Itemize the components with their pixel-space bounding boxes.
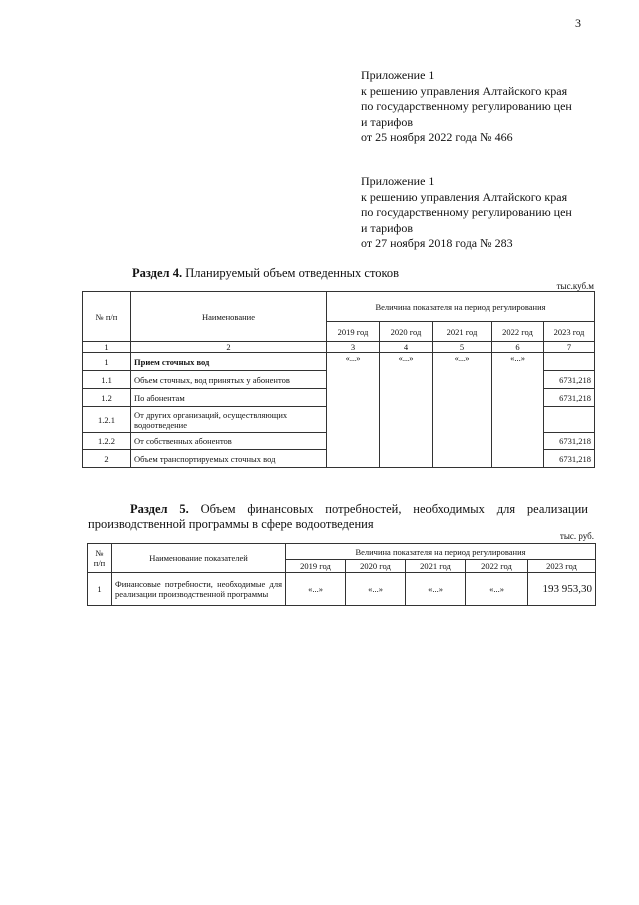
- appendix-line: Приложение 1: [361, 174, 435, 188]
- col-number: 7: [544, 342, 595, 353]
- header-year: 2021 год: [406, 560, 466, 573]
- header-num: № п/п: [88, 544, 112, 573]
- col-number: 6: [492, 342, 544, 353]
- value-2023: 6731,218: [544, 433, 595, 450]
- column-number-row: [83, 342, 595, 353]
- header-year: 2023 год: [544, 322, 595, 342]
- page-number: 3: [575, 16, 581, 30]
- appendix-line: к решению управления Алтайского края: [361, 189, 568, 204]
- value-2023: 6731,218: [544, 371, 595, 389]
- header-year: 2019 год: [327, 322, 380, 342]
- section5-table: [87, 543, 596, 606]
- row-num: 1.2.1: [83, 407, 131, 433]
- col-number: 1: [83, 342, 131, 353]
- table-row: [83, 353, 595, 371]
- col-number: 2: [131, 342, 327, 353]
- row-num: 1.2: [83, 389, 131, 407]
- section5-unit: тыс. руб.: [559, 531, 594, 541]
- section4-unit: тыс.куб.м: [556, 281, 594, 291]
- section4-table: [82, 291, 595, 468]
- header-year: 2021 год: [433, 322, 492, 342]
- value-2023: 6731,218: [544, 450, 595, 468]
- row-name: Прием сточных вод: [131, 353, 327, 371]
- appendix-line: к решению управления Алтайского края: [361, 83, 568, 98]
- row-name: Объем сточных, вод принятых у абонентов: [131, 371, 327, 389]
- appendix-line: Приложение 1: [361, 68, 435, 82]
- row-name: От других организаций, осуществляющих водоотведение: [131, 407, 327, 433]
- section5-heading: [88, 502, 588, 532]
- section5-title-line1: Раздел 5. Объем финансовых потребностей, необходимых для реализации: [130, 502, 588, 516]
- col-number: 4: [380, 342, 433, 353]
- row-name: Финансовые потребности, необходимые для реализации производственной программы: [112, 573, 286, 606]
- row-num: 1.1: [83, 371, 131, 389]
- row-name: Объем транспортируемых сточных вод: [131, 450, 327, 468]
- header-group: Величина показателя на период регулирования: [327, 292, 595, 322]
- header-num: № п/п: [83, 292, 131, 342]
- row-num: 1: [88, 573, 112, 606]
- appendix-line: от 25 ноября 2022 года № 466: [361, 130, 513, 144]
- appendix-current: [361, 68, 572, 146]
- section5-title-line2: производственной программы в сфере водоотведения: [88, 517, 374, 531]
- value-2019: «...»: [286, 573, 346, 606]
- row-name: По абонентам: [131, 389, 327, 407]
- table-row: [88, 573, 596, 606]
- value-2022: «...»: [466, 573, 528, 606]
- value-2021: «...»: [406, 573, 466, 606]
- row-num: 1.2.2: [83, 433, 131, 450]
- value-2023: [544, 407, 595, 433]
- header-year: 2023 год: [528, 560, 596, 573]
- appendix-line: по государственному регулированию цен: [361, 205, 572, 219]
- appendix-line: и тарифов: [361, 114, 414, 129]
- value-2023: 193 953,30: [528, 573, 596, 606]
- appendix-previous: [361, 174, 572, 252]
- row-name: От собственных абонентов: [131, 433, 327, 450]
- value-2022: «...»: [492, 353, 544, 468]
- section4-heading: [132, 266, 399, 281]
- header-year: 2019 год: [286, 560, 346, 573]
- header-year: 2022 год: [466, 560, 528, 573]
- section4-title: Планируемый объем отведенных стоков: [185, 266, 400, 280]
- header-name: Наименование показателей: [112, 544, 286, 573]
- value-2023: [544, 353, 595, 371]
- col-number: 5: [433, 342, 492, 353]
- value-2020: «...»: [346, 573, 406, 606]
- value-2023: 6731,218: [544, 389, 595, 407]
- header-name: Наименование: [131, 292, 327, 342]
- header-year: 2020 год: [380, 322, 433, 342]
- section4-label: Раздел 4.: [132, 266, 183, 280]
- value-2020: «...»: [380, 353, 433, 468]
- row-num: 2: [83, 450, 131, 468]
- row-num: 1: [83, 353, 131, 371]
- header-year: 2020 год: [346, 560, 406, 573]
- value-2021: «...»: [433, 353, 492, 468]
- col-number: 3: [327, 342, 380, 353]
- header-group: Величина показателя на период регулирования: [286, 544, 596, 560]
- appendix-line: от 27 ноября 2018 года № 283: [361, 236, 513, 250]
- appendix-line: и тарифов: [361, 220, 414, 235]
- header-year: 2022 год: [492, 322, 544, 342]
- appendix-line: по государственному регулированию цен: [361, 99, 572, 113]
- value-2019: «...»: [327, 353, 380, 468]
